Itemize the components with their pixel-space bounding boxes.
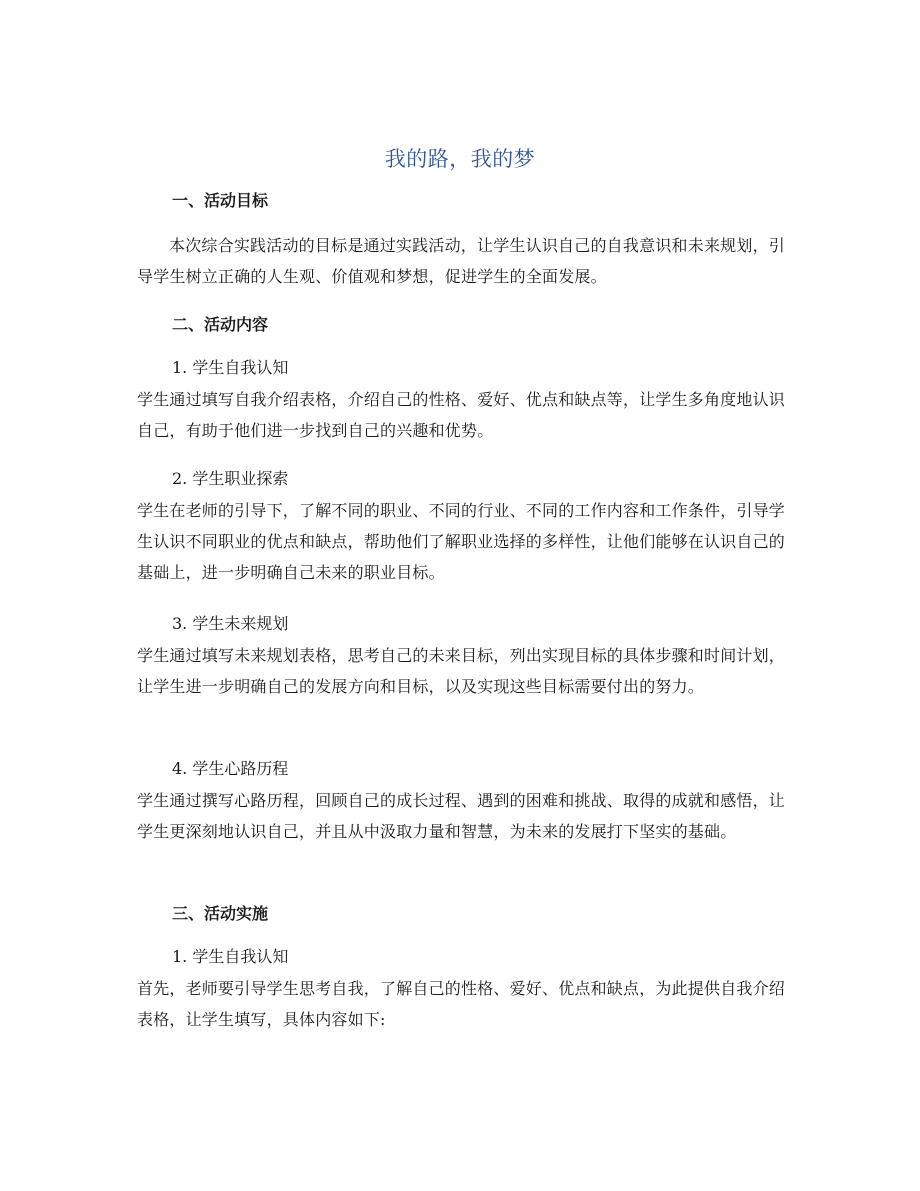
item-heading-future-planning: 3. 学生未来规划 <box>172 614 289 633</box>
page-title: 我的路，我的梦 <box>384 147 536 171</box>
section-heading-content: 二、活动内容 <box>172 315 269 334</box>
item-heading-implementation-self-awareness: 1. 学生自我认知 <box>172 947 289 966</box>
section-heading-implementation: 三、活动实施 <box>172 904 269 923</box>
item-heading-growth-journey: 4. 学生心路历程 <box>172 759 289 778</box>
item-text-self-awareness: 学生通过填写自我介绍表格，介绍自己的性格、爱好、优点和缺点等，让学生多角度地认识自己，有助于他们进一步找到自己的兴趣和优势。 <box>137 390 786 440</box>
section-heading-goals: 一、活动目标 <box>172 191 269 210</box>
item-heading-career-exploration: 2. 学生职业探索 <box>172 469 289 488</box>
item-text-career-exploration: 学生在老师的引导下，了解不同的职业、不同的行业、不同的工作内容和工作条件，引导学生认识不同职业的优点和缺点，帮助他们了解职业选择的多样性，让他们能够在认识自己的基础上，进一步明确自己未来的职业目标。 <box>137 501 786 582</box>
section-paragraph-goals: 本次综合实践活动的目标是通过实践活动，让学生认识自己的自我意识和未来规划，引导学生树立正确的人生观、价值观和梦想，促进学生的全面发展。 <box>137 236 785 286</box>
item-heading-self-awareness: 1. 学生自我认知 <box>172 358 289 377</box>
item-text-implementation-self-awareness: 首先，老师要引导学生思考自我，了解自己的性格、爱好、优点和缺点，为此提供自我介绍表格，让学生填写，具体内容如下: <box>137 979 786 1029</box>
item-text-growth-journey: 学生通过撰写心路历程，回顾自己的成长过程、遇到的困难和挑战、取得的成就和感悟，让学生更深刻地认识自己，并且从中汲取力量和智慧，为未来的发展打下坚实的基础。 <box>137 791 786 841</box>
item-text-future-planning: 学生通过填写未来规划表格，思考自己的未来目标，列出实现目标的具体步骤和时间计划，让学生进一步明确自己的发展方向和目标，以及实现这些目标需要付出的努力。 <box>137 646 786 696</box>
